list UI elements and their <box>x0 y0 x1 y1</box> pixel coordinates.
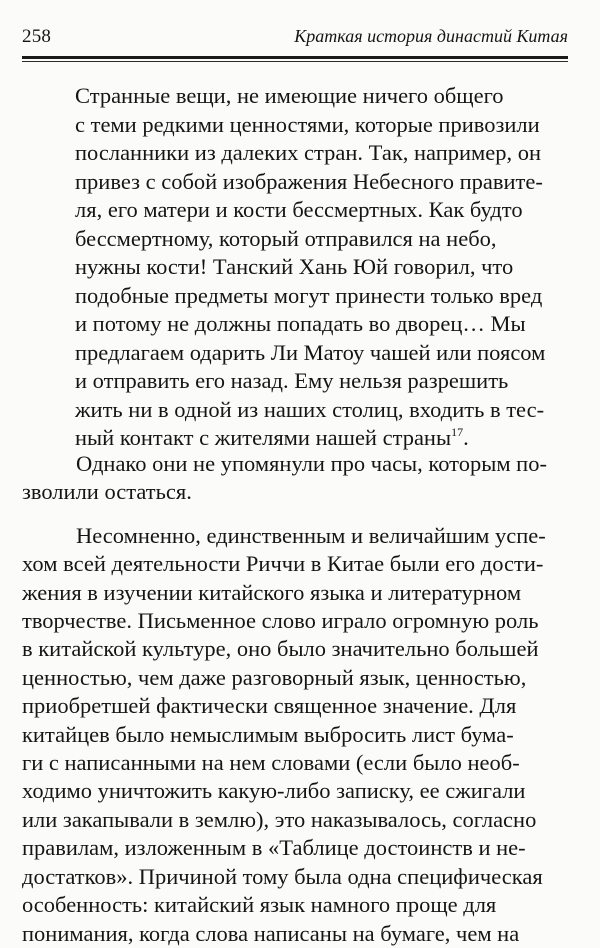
quote-last-line-text: ный контакт с жителями нашей страны <box>75 425 452 450</box>
quote-line: подобные предметы могут принести только вред <box>75 282 543 308</box>
paragraph-line: правилам, изложенным в «Таблице достоинств и не- <box>22 835 526 861</box>
paragraph-line: достатков». Причиной тому была одна специфическая <box>22 863 543 889</box>
page-header <box>22 24 568 48</box>
paragraph-line: ги с написанными на нем словами (если было необ- <box>22 750 520 776</box>
paragraph-line: хом всей деятельности Риччи в Китае были его дости- <box>22 551 544 577</box>
paragraph-1 <box>22 450 568 478</box>
quote-line: Странные вещи, не имеющие ничего общего <box>75 83 504 108</box>
header-rule-thin <box>22 61 568 62</box>
quote-line: и отправить его назад. Ему нельзя разрешить <box>75 368 509 393</box>
quote-line: предлагаем одарить Ли Матоу чашей или поясом <box>75 339 546 365</box>
paragraph-line: ценностью, чем даже разговорный язык, ценностью, <box>22 664 527 690</box>
paragraph-line: приобретшей фактически священное значение. Для <box>22 693 517 719</box>
paragraph-line: зволили остаться. <box>22 479 192 505</box>
paragraph-line: Несомненно, единственным и величайшим успе- <box>76 522 546 548</box>
body-text <box>22 450 568 948</box>
quote-line: жить ни в одной из наших столиц, входить в тес- <box>75 396 545 422</box>
quote-last-line <box>75 424 563 453</box>
quote-last-line-end: . <box>463 425 469 450</box>
quote-line: привез с собой изображения Небесного правите- <box>75 168 543 194</box>
quote-line: посланники из далеких стран. Так, например, он <box>75 140 542 165</box>
paragraph-2-first-line <box>22 522 568 550</box>
paragraph-line: Однако они не упомянули про часы, которым по- <box>76 451 547 476</box>
quote-line: с теми редкими ценностями, которые привозили <box>75 111 540 137</box>
footnote-reference[interactable]: 17 <box>451 425 464 439</box>
paragraph-line: понимания, когда слова написаны на бумаге, чем на <box>22 920 520 946</box>
paragraph-line: китайцев было немыслимым выбросить лист бума- <box>22 721 514 747</box>
quote-line: и потому не должны попадать во дворец… Мы <box>75 311 526 336</box>
page-number: 258 <box>22 26 52 47</box>
paragraph-line: или закапывали в землю), это наказывалось, согласно <box>22 806 537 832</box>
quote-line: бессмертному, который отправился на небо, <box>75 225 497 251</box>
paragraph-line: ходимо уничтожить какую-либо записку, ее сжигали <box>22 778 526 804</box>
quote-line: нужны кости! Танский Хань Юй говорил, что <box>75 254 514 279</box>
paragraph-gap <box>22 507 568 522</box>
header-rule-thick <box>22 56 568 59</box>
quote-line: ля, его матери и кости бессмертных. Как будто <box>75 197 523 222</box>
paragraph-line: особенность: китайский язык намного проще для <box>22 892 497 918</box>
block-quote <box>75 82 563 453</box>
paragraph-line: в китайской культуре, оно было значительно большей <box>22 636 539 662</box>
paragraph-line: жения в изучении китайского языка и литературном <box>22 579 522 605</box>
paragraph-line: творчестве. Письменное слово играло огромную роль <box>22 608 539 634</box>
running-title: Краткая история династий Китая <box>294 26 568 46</box>
